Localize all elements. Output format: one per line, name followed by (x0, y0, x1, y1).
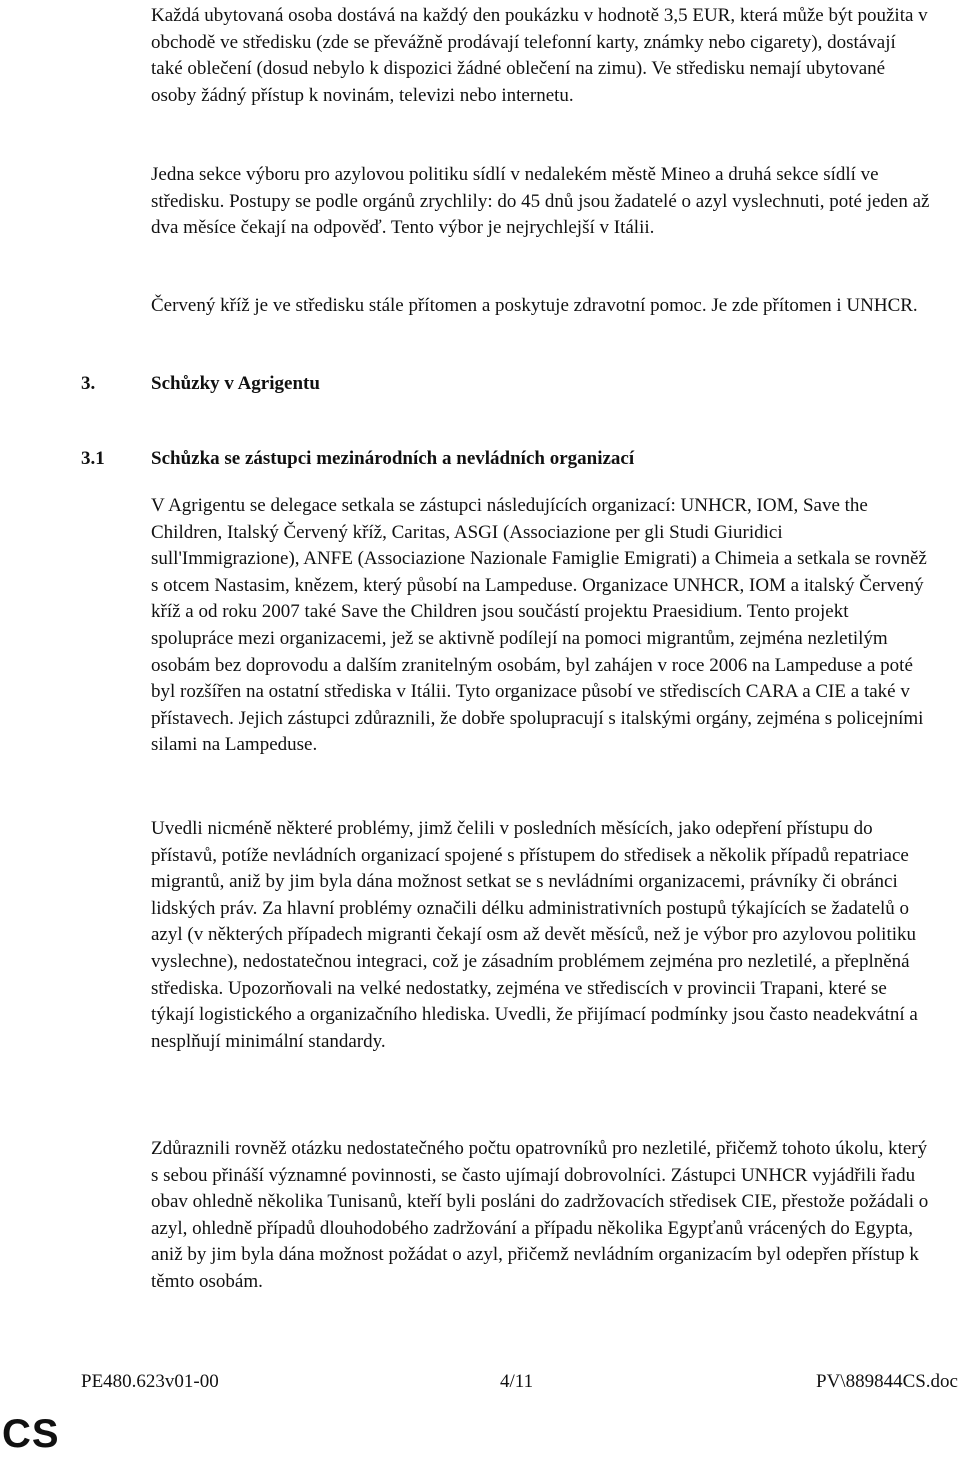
footer-page-number: 4/11 (500, 1371, 534, 1392)
paragraph-problems: Uvedli nicméně některé problémy, jimž čelili v posledních měsících, jako odepření přístupu do přístavů, potíže nevládních organizací spojené s přístupem do středisek a několik případů repatriace migrantů, aniž by jim byla dána možnost setkat se s nevládními organizacemi, právníky či obránci lidských práv. Za hlavní problémy označili délku administrativních postupů týkajících se žadatelů o azyl (v některých případech migranti čekají osm až devět měsíců, než je výbor pro azylovou politiku vyslechne), nedostatečnou integraci, což je zásadním problémem zejména pro nezletilé, a přeplněná střediska. Upozorňovali na velké nedostatky, zejména ve střediscích v provincii Trapani, které se týkají logistického a organizačního hlediska. Uvedli, že přijímací podmínky jsou často neadekvátní a nesplňují minimální standardy. (151, 818, 918, 1052)
paragraph-voucher: Každá ubytovaná osoba dostává na každý den poukázku v hodnotě 3,5 EUR, která může být použita v obchodě ve středisku (zde se převážně prodávají telefonní karty, známky nebo cigarety), dostávají také oblečení (dosud nebylo k dispozici žádné oblečení na zimu). Ve středisku nemají ubytované osoby žádný přístup k novinám, televizi nebo internetu. (151, 5, 928, 106)
paragraph-organizations: V Agrigentu se delegace setkala se zástupci následujících organizací: UNHCR, IOM, Save the Children, Italský Červený kříž, Caritas, ASGI (Associazione per gli Studi Giuridici sull'Immigrazione), ANFE (Associazione Nazionale Famiglie Emigrati) a Chimeia a setkala se rovněž s otcem Nastasim, knězem, který působí na Lampeduse. Organizace UNHCR, IOM a italský Červený kříž a od roku 2007 také Save the Children jsou součástí projektu Praesidium. Tento projekt spolupráce mezi organizacemi, jež se aktivně podílejí na pomoci migrantům, zejména nezletilým osobám bez doprovodu a dalším zranitelným osobám, byl zahájen v roce 2006 na Lampeduse a poté byl rozšířen na ostatní střediska v Itálii. Tyto organizace působí ve střediscích CARA a CIE a také v přístavech. Jejich zástupci zdůraznili, že dobře spolupracují s italskými orgány, zejména s policejními silami na Lampeduse. (151, 495, 927, 756)
section-title: Schůzka se zástupci mezinárodních a nevládních organizací (151, 448, 635, 469)
language-code: CS (2, 1412, 60, 1456)
footer-document-reference: PE480.623v01-00 (81, 1371, 219, 1392)
section-number: 3.1 (81, 448, 105, 469)
paragraph-guardians: Zdůraznili rovněž otázku nedostatečného počtu opatrovníků pro nezletilé, přičemž tohoto úkolu, který s sebou přináší významné povinnosti, se často ujímají dobrovolníci. Zástupci UNHCR vyjádřili řadu obav ohledně několika Tunisanů, kteří byli posláni do zadržovacích středisek CIE, přestože požádali o azyl, ohledně případů dlouhodobého zadržování a případu několika Egypťanů vrácených do Egypta, aniž by jim byla dána možnost požádat o azyl, přičemž nevládním organizacím byl odepřen přístup k těmto osobám. (151, 1138, 929, 1292)
section-number: 3. (81, 373, 96, 394)
paragraph-asylum-committee: Jedna sekce výboru pro azylovou politiku sídlí v nedalekém městě Mineo a druhá sekce sídlí ve středisku. Postupy se podle orgánů zrychlily: do 45 dnů jsou žadatelé o azyl vyslechnuti, poté jeden až dva měsíce čekají na odpověď. Tento výbor je nejrychlejší v Itálii. (151, 164, 930, 239)
footer-file-name: PV\889844CS.doc (816, 1371, 958, 1392)
section-title: Schůzky v Agrigentu (151, 373, 320, 394)
paragraph-red-cross: Červený kříž je ve středisku stále přítomen a poskytuje zdravotní pomoc. Je zde přítomen i UNHCR. (151, 295, 918, 316)
